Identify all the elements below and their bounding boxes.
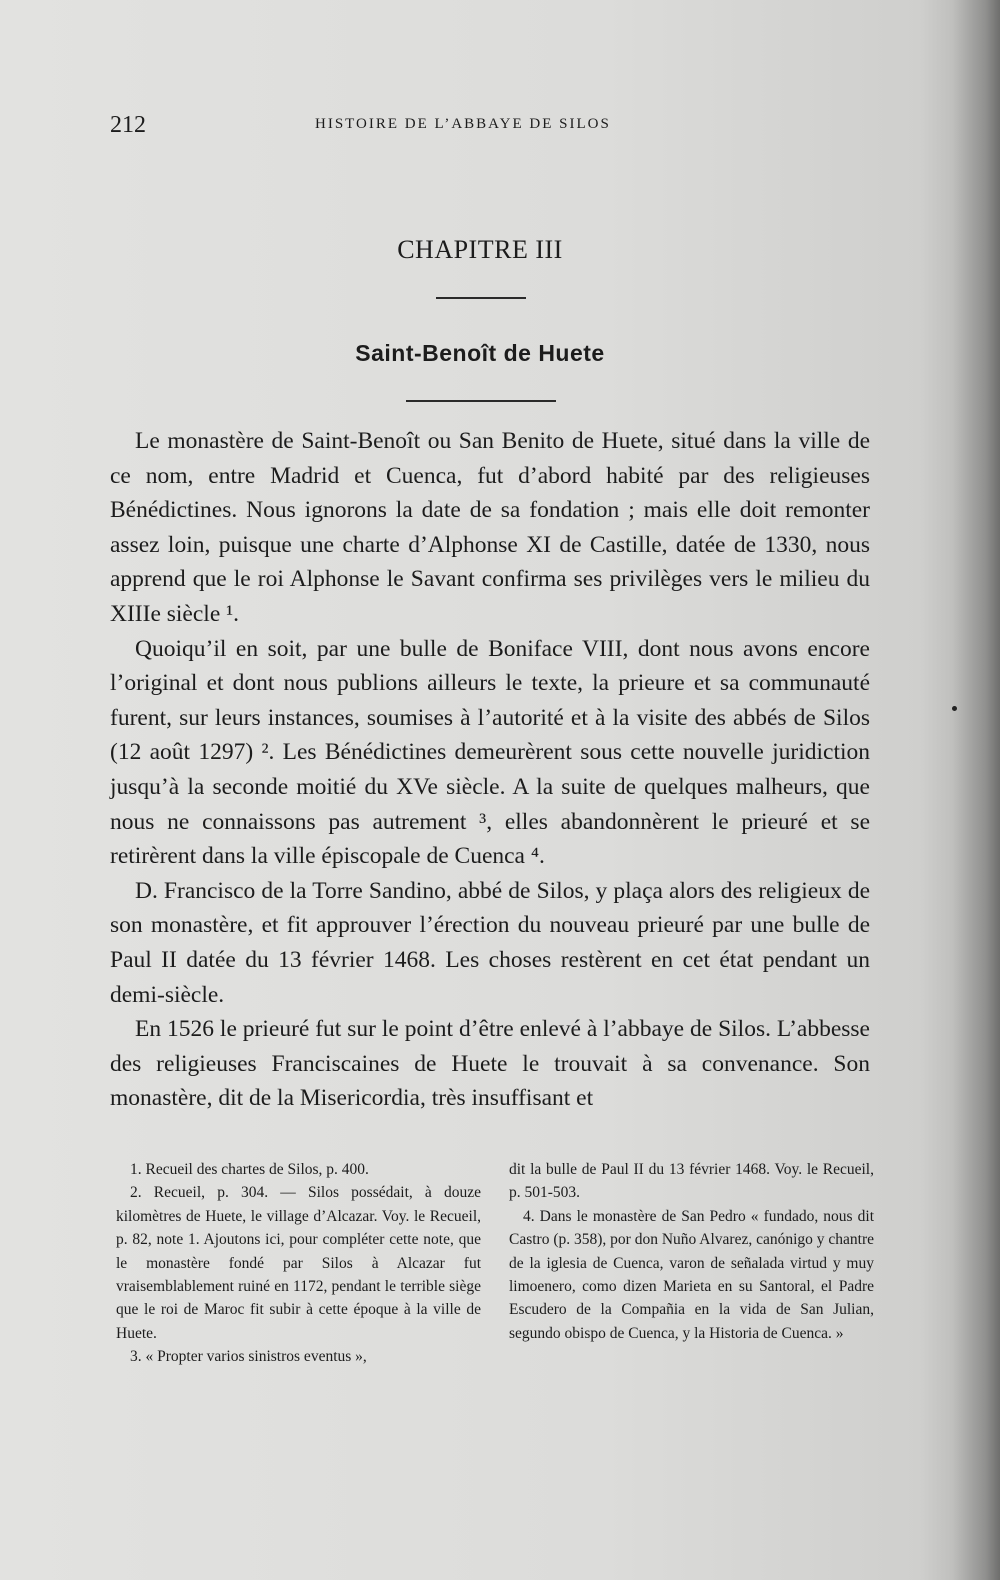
body-paragraph-2: Quoiqu’il en soit, par une bulle de Boniface VIII, dont nous avons encore l’original et dont nous publions ailleurs le texte, la prieure et sa communauté furent, sur leurs instances, soumises à l’autorité et à la visite des abbés de Silos (12 août 1297) ². Les Bénédictines demeurèrent sous cette nouvelle juridiction jusqu’à la seconde moitié du XVe siècle. A la suite de quelques malheurs, que nous ne connaissons pas autrement ³, elles abandonnèrent le prieuré et se retirèrent dans la ville épiscopale de Cuenca ⁴. (110, 635, 870, 870)
running-title: HISTOIRE DE L’ABBAYE DE SILOS (315, 116, 611, 132)
footnote-4: 4. Dans le monastère de San Pedro « fundado, nous dit Castro (p. 358), por don Nuño Alvarez, canónigo y chantre de la iglesia de Cuenca, varon de señalada virtud y muy limoenero, como dizen Marieta en su Santoral, el Padre Escudero de la Compañia en la vida de San Julian, segundo obispo de Cuenca, y la Historia de Cuenca. » (509, 1207, 875, 1342)
body-paragraph-3: D. Francisco de la Torre Sandino, abbé de Silos, y plaça alors des religieux de son monastère, et fit approuver l’érection du nouveau prieuré par une bulle de Paul II datée du 13 février 1468. Les choses restèrent en cet état pendant un demi-siècle. (110, 877, 870, 1008)
chapter-title: CHAPITRE III (397, 235, 563, 264)
footnotes-right-column (509, 1158, 874, 1345)
footnote-3: 3. « Propter varios sinistros eventus », (130, 1348, 367, 1366)
body-text (110, 424, 870, 1116)
section-title: Saint-Benoît de Huete (355, 340, 605, 366)
body-paragraph-4: En 1526 le prieuré fut sur le point d’être enlevé à l’abbaye de Silos. L’abbesse des religieuses Franciscaines de Huete le trouvait à sa convenance. Son monastère, dit de la Misericordia, très insuffisant et (110, 1016, 870, 1112)
footnote-3-continued: dit la bulle de Paul II du 13 février 1468. Voy. le Recueil, p. 501-503. (509, 1161, 874, 1202)
footnotes-left-column (116, 1158, 481, 1369)
chapter-rule (436, 297, 526, 299)
page-number: 212 (110, 112, 146, 138)
running-head (110, 112, 870, 142)
body-paragraph-1: Le monastère de Saint-Benoît ou San Benito de Huete, situé dans la ville de ce nom, entre Madrid et Cuenca, fut d’abord habité par des religieuses Bénédictines. Nous ignorons la date de sa fondation ; mais elle doit remonter assez loin, puisque une charte d’Alphonse XI de Castille, datée de 1330, nous apprend que le roi Alphonse le Savant confirma ses privilèges vers le milieu du XIIIe siècle ¹. (110, 428, 870, 627)
section-rule (406, 400, 556, 402)
footnote-1: 1. Recueil des chartes de Silos, p. 400. (130, 1161, 369, 1178)
footnote-2: 2. Recueil, p. 304. — Silos possédait, à douze kilomètres de Huete, le village d’Alcazar. Voy. le Recueil, p. 82, note 1. Ajoutons ici, pour compléter cette note, que le monastère fondé par Silos à Alcazar fut vraisemblablement ruiné en 1172, pendant le terrible siège que le roi de Maroc fit subir à cette époque à la ville de Huete. (116, 1184, 481, 1342)
ink-speck (952, 706, 957, 711)
